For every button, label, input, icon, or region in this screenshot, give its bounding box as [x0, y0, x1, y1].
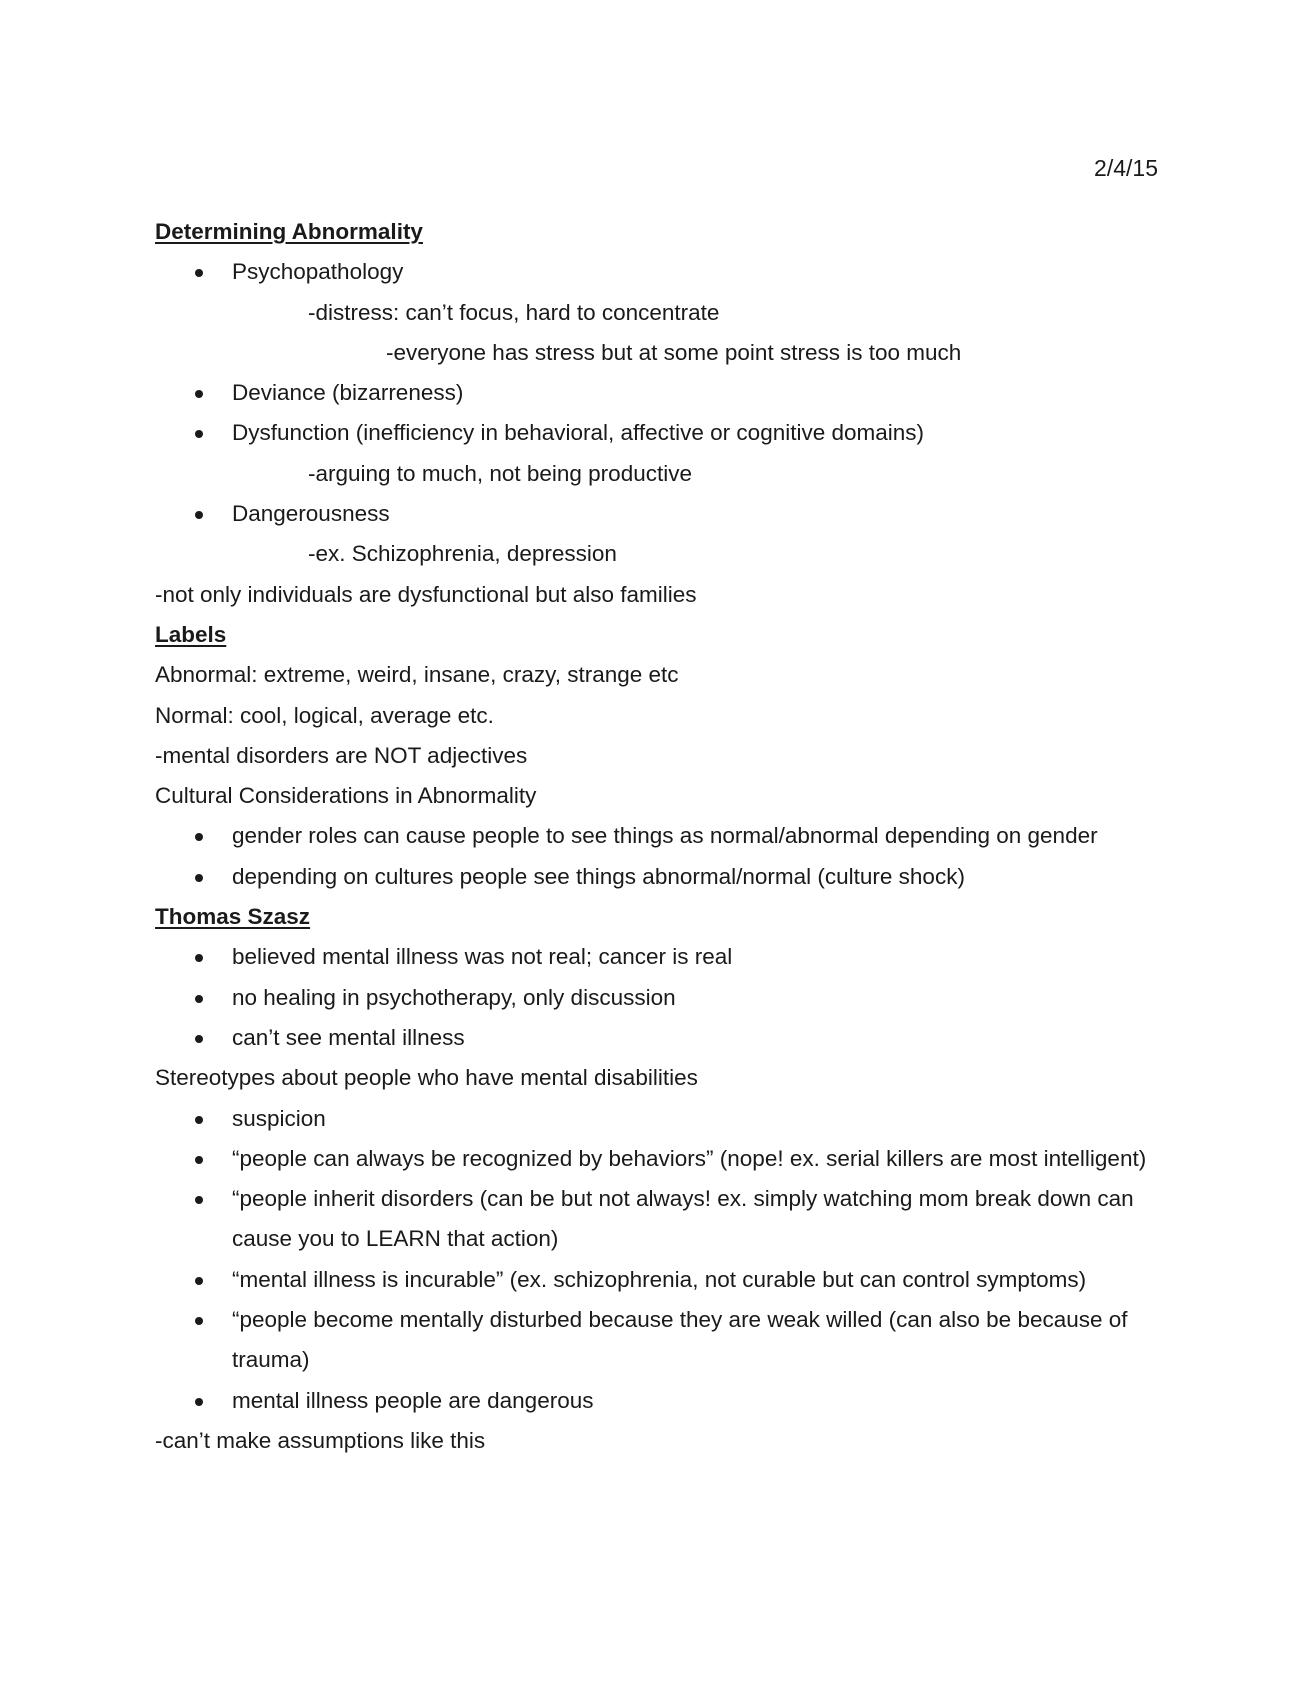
bullet-icon: [195, 1381, 232, 1421]
list-item: [155, 978, 1165, 1018]
bullet-icon: [195, 937, 232, 977]
list-item-text: “mental illness is incurable” (ex. schizophrenia, not curable but can control symptoms): [232, 1266, 1087, 1292]
bullet-icon: [195, 978, 232, 1018]
bullet-icon: [195, 373, 232, 413]
list-item-text: can’t see mental illness: [232, 1024, 465, 1050]
note-date: 2/4/15: [1094, 155, 1158, 181]
note-line: -can’t make assumptions like this: [155, 1427, 486, 1453]
bullet-icon: [195, 1300, 232, 1340]
list-item-text: Dysfunction (inefficiency in behavioral, affective or cognitive domains): [232, 420, 925, 446]
bullet-icon: [195, 1018, 232, 1058]
list-item-text: Dangerousness: [232, 501, 390, 527]
note-line: -mental disorders are NOT adjectives: [155, 742, 528, 768]
bullet-icon: [195, 494, 232, 534]
sub-note: -ex. Schizophrenia, depression: [308, 541, 617, 567]
list-item: [155, 857, 1165, 897]
bullet-icon: [195, 1139, 232, 1179]
list-item: [155, 1179, 1165, 1260]
list-item-text: mental illness people are dangerous: [232, 1387, 594, 1413]
note-line: Abnormal: extreme, weird, insane, crazy, strange etc: [155, 662, 679, 688]
list-item: [155, 1381, 1165, 1421]
bullet-icon: [195, 1260, 232, 1300]
list-item-text: Deviance (bizarreness): [232, 380, 464, 406]
list-item-text: Psychopathology: [232, 259, 404, 285]
bullet-icon: [195, 857, 232, 897]
list-item-text: gender roles can cause people to see things as normal/abnormal depending on gender: [232, 823, 1098, 849]
bullet-icon: [195, 252, 232, 292]
list-item-text: believed mental illness was not real; cancer is real: [232, 944, 733, 970]
list-item: [155, 494, 1165, 534]
sub-note: -arguing to much, not being productive: [308, 460, 692, 486]
note-line: -not only individuals are dysfunctional but also families: [155, 581, 697, 607]
list-item: [155, 816, 1165, 856]
list-item: [155, 1139, 1165, 1179]
list-item: [155, 373, 1165, 413]
list-item-text: suspicion: [232, 1105, 326, 1131]
list-item-text: “people become mentally disturbed because they are weak willed (can also be because of trauma): [232, 1307, 1128, 1373]
bullet-icon: [195, 1099, 232, 1139]
bullet-icon: [195, 413, 232, 453]
list-item-text: “people inherit disorders (can be but not always! ex. simply watching mom break down can cause you to LEARN that action): [232, 1186, 1134, 1252]
heading-thomas-szasz: Thomas Szasz: [155, 904, 311, 930]
note-line: Normal: cool, logical, average etc.: [155, 702, 494, 728]
heading-determining-abnormality: Determining Abnormality: [155, 219, 423, 244]
bullet-icon: [195, 1179, 232, 1219]
list-item: [155, 252, 1165, 292]
list-item: [155, 1018, 1165, 1058]
bullet-icon: [195, 816, 232, 856]
sub-note: -distress: can’t focus, hard to concentrate: [308, 299, 720, 325]
list-item-text: no healing in psychotherapy, only discussion: [232, 984, 676, 1010]
list-item: [155, 1260, 1165, 1300]
subheading-stereotypes: Stereotypes about people who have mental disabilities: [155, 1065, 698, 1091]
list-item-text: “people can always be recognized by behaviors” (nope! ex. serial killers are most intelligent): [232, 1145, 1147, 1171]
sub-sub-note: -everyone has stress but at some point stress is too much: [386, 339, 962, 365]
heading-labels: Labels: [155, 621, 227, 647]
list-item: [155, 1300, 1165, 1381]
subheading-cultural-considerations: Cultural Considerations in Abnormality: [155, 783, 537, 809]
note-body: [155, 212, 1165, 1461]
list-item: [155, 937, 1165, 977]
list-item: [155, 1099, 1165, 1139]
list-item: [155, 413, 1165, 453]
list-item-text: depending on cultures people see things abnormal/normal (culture shock): [232, 863, 965, 889]
